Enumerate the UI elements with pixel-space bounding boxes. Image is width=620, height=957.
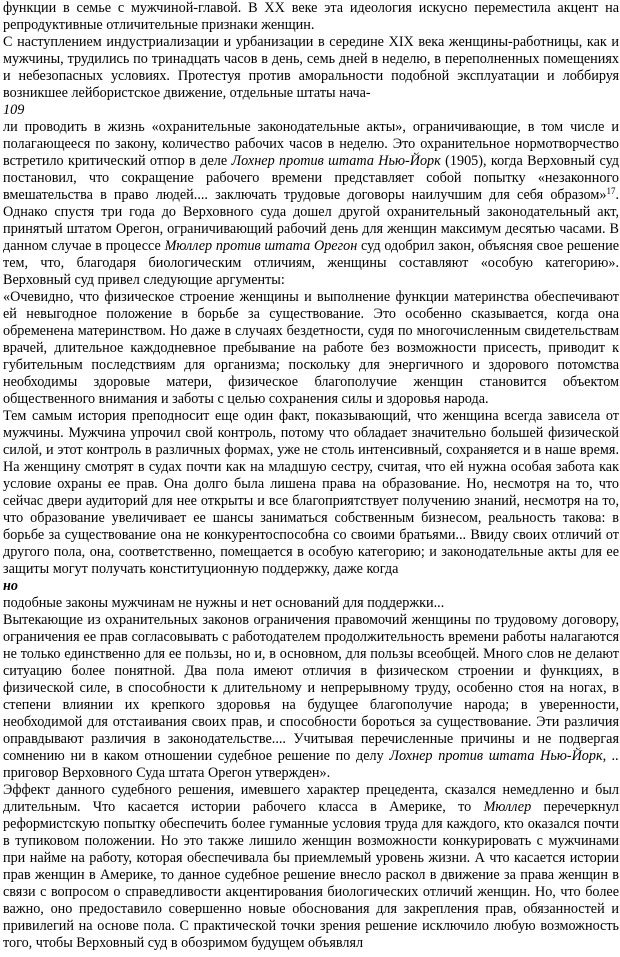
case-title-muller: Мюллер против штата Орегон [164, 238, 358, 254]
paragraph-5-text: Тем самым история преподносит еще один факт, показывающий, что женщина всегда зависела от мужчины. Мужчина упрочил свой контроль, потому что обладает значительно большей физической силой, и этот контроль в различных формах, уже не столь интенсивный, сохраняется и в наше время. На женщину смотрят в судах почти как на младшую сестру, считая, что ей нужна особая забота как условие охраны ее прав. Она долго была лишена права на образование. Но, несмотря на то, что сейчас двери аудиторий для нее открыты и все благоприятствует получению знаний, несмотря на то, что образование увеличивает ее шансы заниматься собственным бизнесом, реальность такова: в борьбе за существование она не конкурентоспособна со своими братьями... Ввиду своих отличий от другого пола, она, соответственно, помещается в особую категорию; и законодательные акты для ее защиты могут получать конституционную поддержку, даже когда [3, 408, 619, 577]
paragraph-2-text: С наступлением индустриализации и урбанизации в середине XIX века женщины-работницы, как и мужчины, трудились по тринадцать часов в день, семь дней в неделю, в переполненных помещениях и небезопасных условиях. Протестуя против аморальности подобной эксплуатации и лоббируя возникшее лейбористское движение, отдельные штаты нача- [3, 34, 619, 101]
paragraph-6-text: подобные законы мужчинам не нужны и нет оснований для поддержки... [3, 595, 445, 611]
case-title-lochner-2: Лохнер против штата Нью-Йорк, .. [389, 748, 619, 764]
paragraph-4-text: «Очевидно, что физическое строение женщины и выполнение функции материнства обеспечивают ей невыгодное положение в борьбе за существование. Это особенно сказывается, когда она обременена материнством. Но даже в случаях бездетности, судя по многочисленным свидетельствам врачей, длительное каждодневное пребывание на работе без возможности присесть, приводит к губительным последствиям для организма; поскольку для энергичного и здорового потомства необходимы здоровые матери, физическое благополучие женщин становится объектом общественного внимания и заботы с целью сохранения силы и здоровья народа. [3, 289, 619, 407]
paragraph-5 [3, 408, 619, 578]
paragraph-8-text-b: перечеркнул реформистскую попытку обеспечить более гуманные условия труда для каждого, кто оказался почти в тупиковом положении. Но это также лишило женщин возможности конкурировать с мужчинами при найме на работу, которая обеспечивала бы приемлемый уровень жизни. А что касается истории прав женщин в Америке, то данное судебное решение внесло раскол в движение за права женщин в связи с вопросом о справедливости акцентирования биологических отличий женщин. Но, что более важно, оно предоставило совершенно новые обоснования для закрепления прав, обязанностей и привилегий на основе пола. С практической точки зрения решение исключило любую возможность того, чтобы Верховный суд в обозримом будущем объявлял [3, 799, 620, 951]
paragraph-1-text: функции в семье с мужчиной-главой. В XX веке эта идеология искусно переместила акцент на репродуктивные отличительные признаки женщин. [3, 0, 619, 33]
paragraph-7-text-b: приговор Верховного Суда штата Орегон утвержден». [3, 765, 331, 781]
paragraph-3 [3, 119, 619, 289]
case-title-lochner: Лохнер против штата Нью-Йорк [231, 153, 441, 169]
paragraph-3-text-c: . Однако спустя три года до Верховного суда дошел другой охранительный законодательный акт, принятый штатом Орегон, ограничивающий рабочий день для женщин максимум десятью часами. В данном случае в процессе [3, 187, 619, 254]
marker-word: но [3, 578, 18, 594]
paragraph-8 [3, 782, 619, 952]
paragraph-3-text-b: (1905), когда Верховный суд постановил, что сокращение рабочего времени представляет собой попытку «незаконного вмешательства в право людей.... заключать трудовые договоры наилучшим для себя образом» [3, 153, 619, 203]
paragraph-7-text-a: Вытекающие из охранительных законов ограничения правомочий женщины по трудовому договору, ограничения ее прав согласовывать с работодателем продолжительность времени работы налагаются не только единственно для ее пользы, но и, в основном, для пользы всеобщей. Много слов не делают ситуацию более понятной. Два пола имеют отличия в физическом строении и функциях, в физической силе, в способности к длительному и непрерывному труду, особенно стоя на ногах, в степени влиянии их крепкого здоровья на будущее благополучие народа; в уверенности, необходимой для отстаивания своих прав, и способности бороться за существование. Эти различия оправдывают различия в законодательстве.... Учитывая перечисленные причины и не подвергая сомнению ни в каком отношении судебное решение по делу [3, 612, 619, 764]
case-title-muller-2: Мюллер [483, 799, 532, 815]
paragraph-7 [3, 612, 619, 782]
paragraph-4-quote [3, 289, 619, 408]
paragraph-8-text-a: Эффект данного судебного решения, имевшего характер прецедента, сказался немедленно и был длительным. Что касается истории рабочего класса в Америке, то [3, 782, 619, 815]
footnote-ref-17: 17 [606, 186, 616, 196]
paragraph-3-text-a: ли проводить в жизнь «охранительные законодательные акты», ограничивающие, в том числе и полагающееся по закону, количество рабочих часов в неделю. Это охранительное нормотворчество встретило критический отпор в деле [3, 119, 619, 169]
paragraph-6 [3, 595, 619, 612]
paragraph-2 [3, 34, 619, 102]
paragraph-3-text-d: суд одобрил закон, объясняя свое решение тем, что, благодаря биологическим отличиям, женщины составляют «особую категорию». Верховный суд привел следующие аргументы: [3, 238, 619, 288]
paragraph-1 [3, 0, 619, 34]
page-number: 109 [3, 102, 25, 118]
